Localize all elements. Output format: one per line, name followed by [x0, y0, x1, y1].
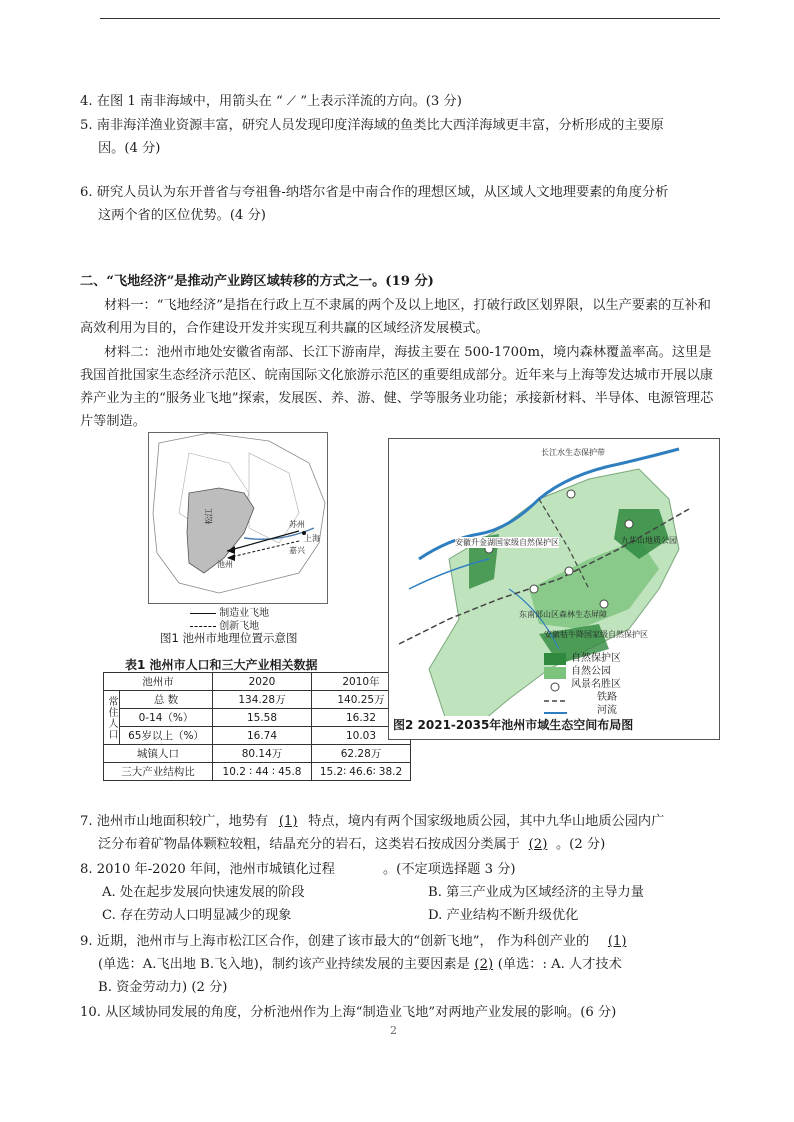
answer-blank: (1) [278, 814, 298, 829]
q8-option-c: C. 存在劳动人口明显减少的现象 [102, 908, 292, 923]
table-row [104, 727, 411, 745]
table-header-cell: 2010年 [312, 673, 411, 691]
section-heading: 二、“飞地经济”是推动产业跨区域转移的方式之一。(19 分) [80, 274, 434, 289]
population-table [103, 672, 411, 781]
legend-park: 自然公园 [571, 666, 611, 677]
table-cell: 80.14万 [213, 745, 312, 763]
q8-option-a: A. 处在起步发展向快速发展的阶段 [102, 885, 305, 900]
question-8: 8. 2010 年-2020 年间，池州市城镇化过程 。(不定项选择题 3 分) [80, 862, 516, 877]
table-row [104, 745, 411, 763]
question-10: 10. 从区域协同发展的角度，分析池州作为上海“制造业飞地”对两地产业发展的影响。(6 分) [80, 1005, 617, 1020]
label-guniujiang-reserve: 安徽牯牛降国家级自然保护区 [544, 630, 648, 639]
answer-blank: (1) [607, 934, 627, 949]
question-9: 9. 近期，池州市与上海市松江区合作，创建了该市最大的“创新飞地”， 作为科创产业的 (1) (单选：A.飞出地 B.飞入地)，制约该产业持续发展的主要因素是 (2) (单选：: A. 人才技术 B. 资金劳动力) (2 分) [80, 930, 720, 999]
answer-blank: (2) [474, 957, 494, 972]
label-yangtze-belt: 长江水生态保护带 [541, 448, 605, 457]
figure-2-map [388, 438, 720, 740]
table-header-row [104, 673, 411, 691]
q8-option-b: B. 第三产业成为区域经济的主导力量 [428, 885, 644, 900]
legend-reserve: 自然保护区 [571, 653, 621, 664]
table-row [104, 763, 411, 781]
table-header-cell: 池州市 [104, 673, 213, 691]
material-1: 材料一：“飞地经济”是指在行政上互不隶属的两个及以上地区，打破行政区划界限，以生产要素的互补和高效利用为目的，合作建设开发并实现互利共赢的区域经济发展模式。 [80, 298, 711, 336]
legend-railway: 铁路 [597, 692, 617, 703]
q8-option-d: D. 产业结构不断升级优化 [428, 908, 579, 923]
label-forest-barrier: 东南部山区森林生态屏障 [519, 610, 607, 619]
label-shanghai: 上海 [304, 534, 320, 543]
label-chizhou: 池州 [217, 560, 233, 569]
table-row [104, 709, 411, 727]
table-cell: 10.03 [312, 727, 411, 745]
table-cell: 62.28万 [312, 745, 411, 763]
label-jiaxing: 嘉兴 [289, 546, 305, 555]
table-row [104, 691, 411, 709]
table-1-title: 表1 池州市人口和三大产业相关数据 [125, 658, 318, 672]
resident-label: 常住人口 [104, 691, 120, 745]
question-6: 6. 研究人员认为东开普省与夸祖鲁-纳塔尔省是中南合作的理想区域，从区域人文地理要素的角度分析 这两个省的区位优势。(4 分) [80, 185, 669, 223]
table-cell: 10.2 ∶ 44 ∶ 45.8 [213, 763, 312, 781]
table-cell: 三大产业结构比 [104, 763, 213, 781]
label-suzhou: 苏州 [289, 520, 305, 529]
figure-2-legend [571, 652, 621, 717]
table-cell: 134.28万 [213, 691, 312, 709]
figure-2-caption: 图2 2021-2035年池州市域生态空间布局图 [393, 718, 634, 732]
legend-manufacturing: 制造业飞地 [190, 604, 269, 619]
table-cell: 140.25万 [312, 691, 411, 709]
table-cell: 总 数 [120, 691, 213, 709]
legend-scenic: 风景名胜区 [571, 679, 621, 690]
table-cell: 15.2∶ 46.6∶ 38.2 [312, 763, 411, 781]
page-number: 2 [390, 1024, 397, 1037]
material-2: 材料二：池州市地处安徽省南部、长江下游南岸，海拔主要在 500-1700m，境内森林覆盖率高。这里是我国首批国家生态经济示范区、皖南国际文化旅游示范区的重要组成部分。近年来与上海等发达城市开展以康养产业为主的“服务业飞地”探索，发展医、养、游、健、学等服务业功能；承接新材料、半导体、电源管理芯片等制造。 [80, 345, 714, 429]
legend-river: 河流 [597, 705, 617, 716]
table-header-cell: 2020 [213, 673, 312, 691]
anhui-outline-map [149, 433, 327, 603]
header-rule [100, 18, 720, 19]
label-anqing-reserve: 安徽升金湖国家级自然保护区 [455, 538, 559, 547]
table-cell: 15.58 [213, 709, 312, 727]
table-cell: 65岁以上（%） [120, 727, 213, 745]
legend-innovation: 创新飞地 [190, 617, 259, 632]
table-cell: 16.74 [213, 727, 312, 745]
question-7: 7. 池州市山地面积较广，地势有 (1) 特点，境内有两个国家级地质公园，其中九华山地质公园内广 泛分布着矿物晶体颗粒较粗，结晶充分的岩石，这类岩石按成因分类属于 (2) 。(2 分) [80, 810, 720, 856]
answer-blank: (2) [528, 837, 548, 852]
question-4: 4. 在图 1 南非海域中，用箭头在 “ ⟋ ”上表示洋流的方向。(3 分) [80, 94, 462, 109]
figure-1-caption: 图1 池州市地理位置示意图 [160, 631, 298, 645]
table-cell: 0-14（%） [120, 709, 213, 727]
label-jiuhua-park: 九华山地质公园 [621, 536, 677, 545]
figure-1-map [148, 432, 328, 604]
table-cell: 城镇人口 [104, 745, 213, 763]
table-cell: 16.32 [312, 709, 411, 727]
ecological-layout-map [389, 439, 719, 739]
question-5: 5. 南非海洋渔业资源丰富，研究人员发现印度洋海域的鱼类比大西洋海域更丰富，分析形成的主要原 因。(4 分) [80, 118, 664, 156]
label-songjiang-region: 松江 [204, 508, 214, 525]
